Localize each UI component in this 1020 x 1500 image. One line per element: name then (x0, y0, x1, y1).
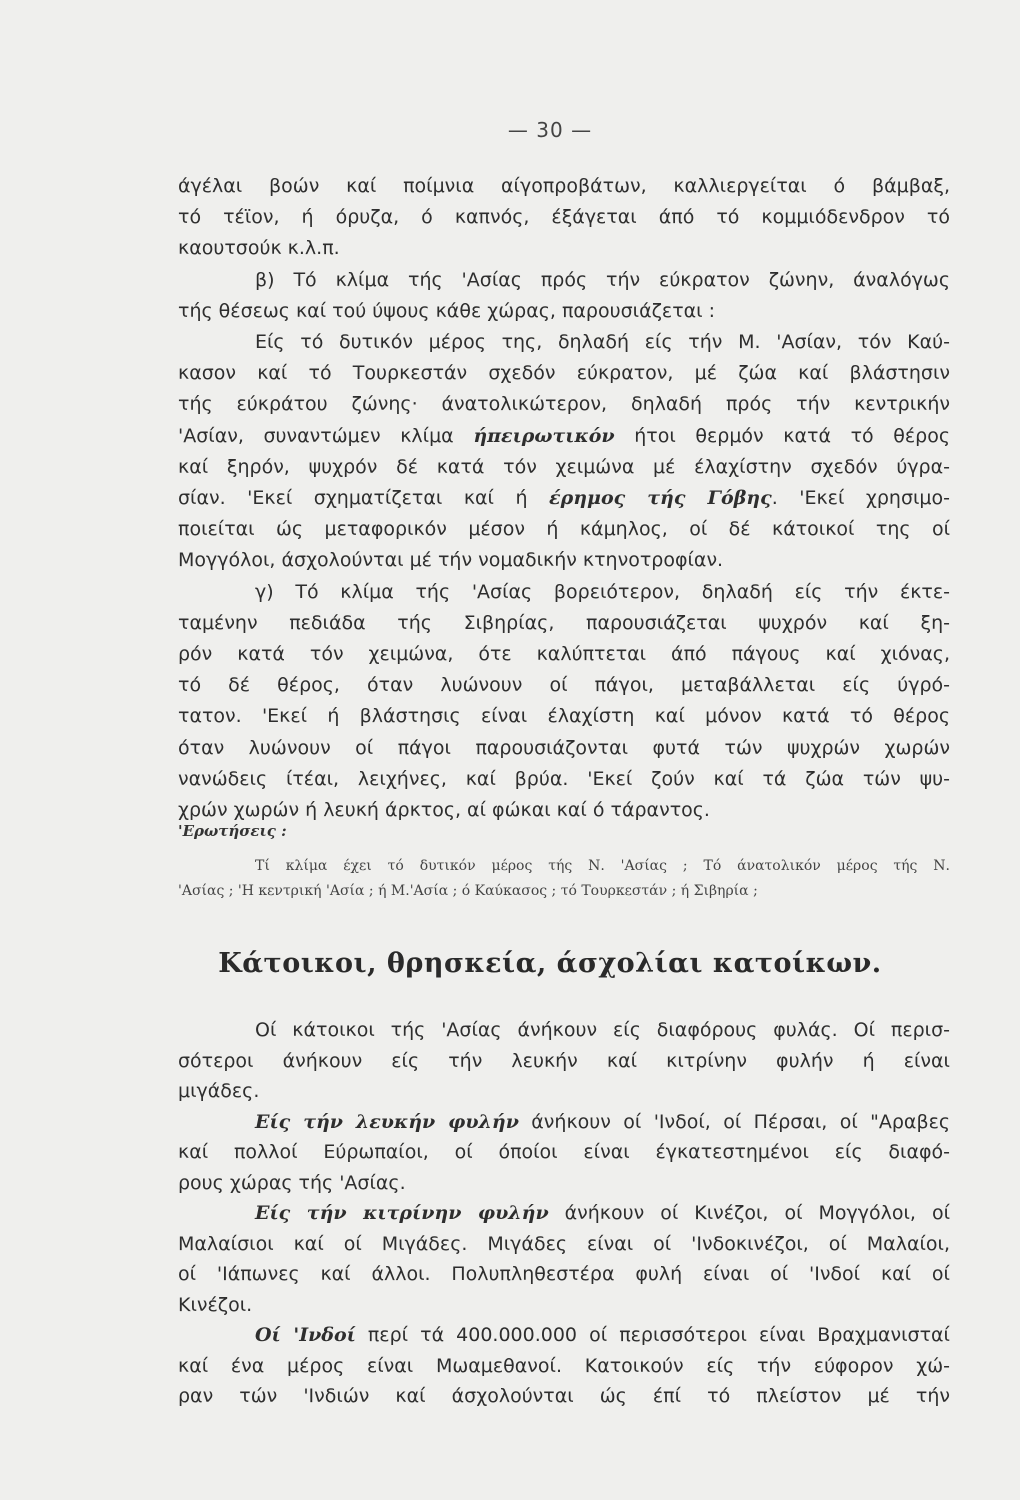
text-segment: καί πολλοί Εύρωπαίοι, οί όποίοι είναι έγκατεστημένοι είς διαφό- (178, 1141, 950, 1163)
text-segment: ραν τών 'Ινδιών καί άσχολούνται ώς έπί τό πλείστον μέ τήν (178, 1385, 950, 1407)
text-line (178, 881, 950, 901)
text-segment: 'Ασίας ; 'Η κεντρική 'Ασία ; ή Μ.'Ασία ; ό Καύκασος ; τό Τουρκεστάν ; ή Σιβηρία ; (178, 883, 758, 899)
text-line (178, 1260, 950, 1288)
text-line (255, 1199, 950, 1227)
text-line (255, 1108, 950, 1136)
text-line (178, 1077, 950, 1105)
text-segment: Οί κάτοικοι τής 'Ασίας άνήκουν είς διαφόρους φυλάς. Οί περισ- (255, 1019, 950, 1041)
text-segment: κασον καί τό Τουρκεστάν σχεδόν εύκρατον, μέ ζώα καί βλάστησιν (178, 362, 950, 385)
text-line (178, 484, 950, 512)
text-line (178, 234, 950, 262)
text-segment: ήτοι θερμόν κατά τό θέρος (614, 424, 950, 447)
text-segment: Κινέζοι. (178, 1293, 253, 1316)
emphasis-text: Είς τήν λευκήν φυλήν (255, 1110, 519, 1133)
text-line (178, 1230, 950, 1258)
text-line (178, 1169, 950, 1197)
text-line (178, 702, 950, 730)
text-segment: καί ξηρόν, ψυχρόν δέ κατά τόν χειμώνα μέ έλαχίστην σχεδόν ύγρα- (178, 455, 950, 478)
text-line (178, 1382, 950, 1410)
text-line (178, 609, 950, 637)
text-segment: μιγάδες. (178, 1080, 260, 1102)
text-line (178, 734, 950, 762)
text-line (178, 453, 950, 481)
text-line (255, 1016, 950, 1044)
text-segment: ρόν κατά τόν χειμώνα, ότε καλύπτεται άπό πάγους καί χιόνας, (178, 643, 950, 665)
text-line (255, 578, 950, 606)
section-heading: Κάτοικοι, θρησκεία, άσχολίαι κατοίκων. (218, 948, 882, 979)
text-segment: χρών χωρών ή λευκή άρκτος, αί φώκαι καί ό τάραντος. (178, 799, 710, 821)
text-line (178, 203, 950, 231)
text-segment: οί 'Ιάπωνες καί άλλοι. Πολυπληθεστέρα φυλή είναι οί 'Ινδοί καί οί (178, 1263, 950, 1285)
text-segment: Μαλαίσιοι καί οί Μιγάδες. Μιγάδες είναι οί 'Ινδοκινέζοι, οί Μαλαίοι, (178, 1232, 950, 1255)
emphasis-text: έρημος τής Γόβης (549, 487, 772, 509)
text-segment: Τί κλίμα έχει τό δυτικόν μέρος τής Ν. 'Ασίας ; Τό άνατολικόν μέρος τής Ν. (255, 858, 950, 874)
text-segment: γ) Τό κλίμα τής 'Ασίας βορειότερον, δηλαδή είς τήν έκτε- (255, 580, 950, 603)
text-segment: σίαν. 'Εκεί σχηματίζεται καί ή (178, 487, 550, 509)
text-line (255, 328, 950, 356)
text-segment: καουτσούκ κ.λ.π. (178, 237, 340, 260)
text-line (178, 422, 950, 450)
text-line (178, 297, 950, 325)
text-line (178, 796, 950, 824)
text-segment: ρους χώρας τής 'Ασίας. (178, 1171, 406, 1194)
text-segment: νανώδεις ίτέαι, λειχήνες, καί βρύα. 'Εκεί ζούν καί τά ζώα τών ψυ- (178, 767, 950, 790)
text-segment: τατον. 'Εκεί ή βλάστησις είναι έλαχίστη καί μόνον κατά τό θέρος (178, 705, 950, 728)
text-segment: Μογγόλοι, άσχολούνται μέ τήν νομαδικήν κτηνοτροφίαν. (178, 549, 724, 572)
text-line (178, 359, 950, 387)
text-line (178, 671, 950, 699)
text-segment: Είς τό δυτικόν μέρος της, δηλαδή είς τήν Μ. 'Ασίαν, τόν Καύ- (255, 331, 950, 353)
text-line (255, 266, 950, 294)
questions-heading: 'Ερωτήσεις : (178, 822, 287, 840)
text-segment: ταμένην πεδιάδα τής Σιβηρίας, παρουσιάζεται ψυχρόν καί ξη- (178, 611, 950, 634)
text-line (178, 515, 950, 543)
text-line (178, 172, 950, 200)
text-segment: άνήκουν οί Κινέζοι, οί Μογγόλοι, οί (548, 1202, 950, 1224)
text-line (178, 640, 950, 668)
text-segment: καί ένα μέρος είναι Μωαμεθανοί. Κατοικούν είς τήν εύφορον χώ- (178, 1354, 950, 1377)
page-number: — 30 — (507, 118, 593, 142)
text-segment: περί τά 400.000.000 οί περισσότεροι είναι Βραχμανισταί (355, 1324, 950, 1346)
text-line (255, 1321, 950, 1349)
emphasis-text: Είς τήν κιτρίνην φυλήν (255, 1202, 549, 1224)
text-line (178, 390, 950, 418)
text-segment: τής εύκράτου ζώνης· άνατολικώτερον, δηλαδή πρός τήν κεντρικήν (178, 393, 950, 416)
text-line (178, 1138, 950, 1166)
text-line (255, 856, 950, 876)
text-segment: άγέλαι βοών καί ποίμνια αίγοπροβάτων, καλλιεργείται ό βάμβαξ, (178, 175, 950, 197)
emphasis-text: Οί 'Ινδοί (255, 1324, 356, 1346)
text-segment: ποιείται ώς μεταφορικόν μέσον ή κάμηλος, οί δέ κάτοικοί της οί (178, 518, 950, 541)
text-segment: 'Ασίαν, συναντώμεν κλίμα (178, 424, 474, 447)
text-line (178, 765, 950, 793)
text-segment: όταν λυώνουν οί πάγοι παρουσιάζονται φυτά τών ψυχρών χωρών (178, 736, 950, 759)
text-segment: β) Τό κλίμα τής 'Ασίας πρός τήν εύκρατον ζώνην, άναλόγως (255, 268, 950, 291)
text-segment: τό τέϊον, ή όρυζα, ό καπνός, έξάγεται άπό τό κομμιόδενδρον τό (178, 206, 950, 229)
emphasis-text: ήπειρωτικόν (473, 424, 615, 447)
text-line (178, 1291, 950, 1319)
text-segment: τό δέ θέρος, όταν λυώνουν οί πάγοι, μεταβάλλεται είς ύγρό- (178, 674, 950, 697)
text-line (178, 1352, 950, 1380)
text-segment: σότεροι άνήκουν είς τήν λευκήν καί κιτρίνην φυλήν ή είναι (178, 1049, 950, 1072)
text-segment: άνήκουν οί 'Ινδοί, οί Πέρσαι, οί "Αραβες (518, 1110, 951, 1133)
text-segment: τής θέσεως καί τού ύψους κάθε χώρας, παρουσιάζεται : (178, 299, 716, 322)
text-line (178, 546, 950, 574)
text-segment: . 'Εκεί χρησιμο- (771, 487, 950, 509)
text-line (178, 1047, 950, 1075)
